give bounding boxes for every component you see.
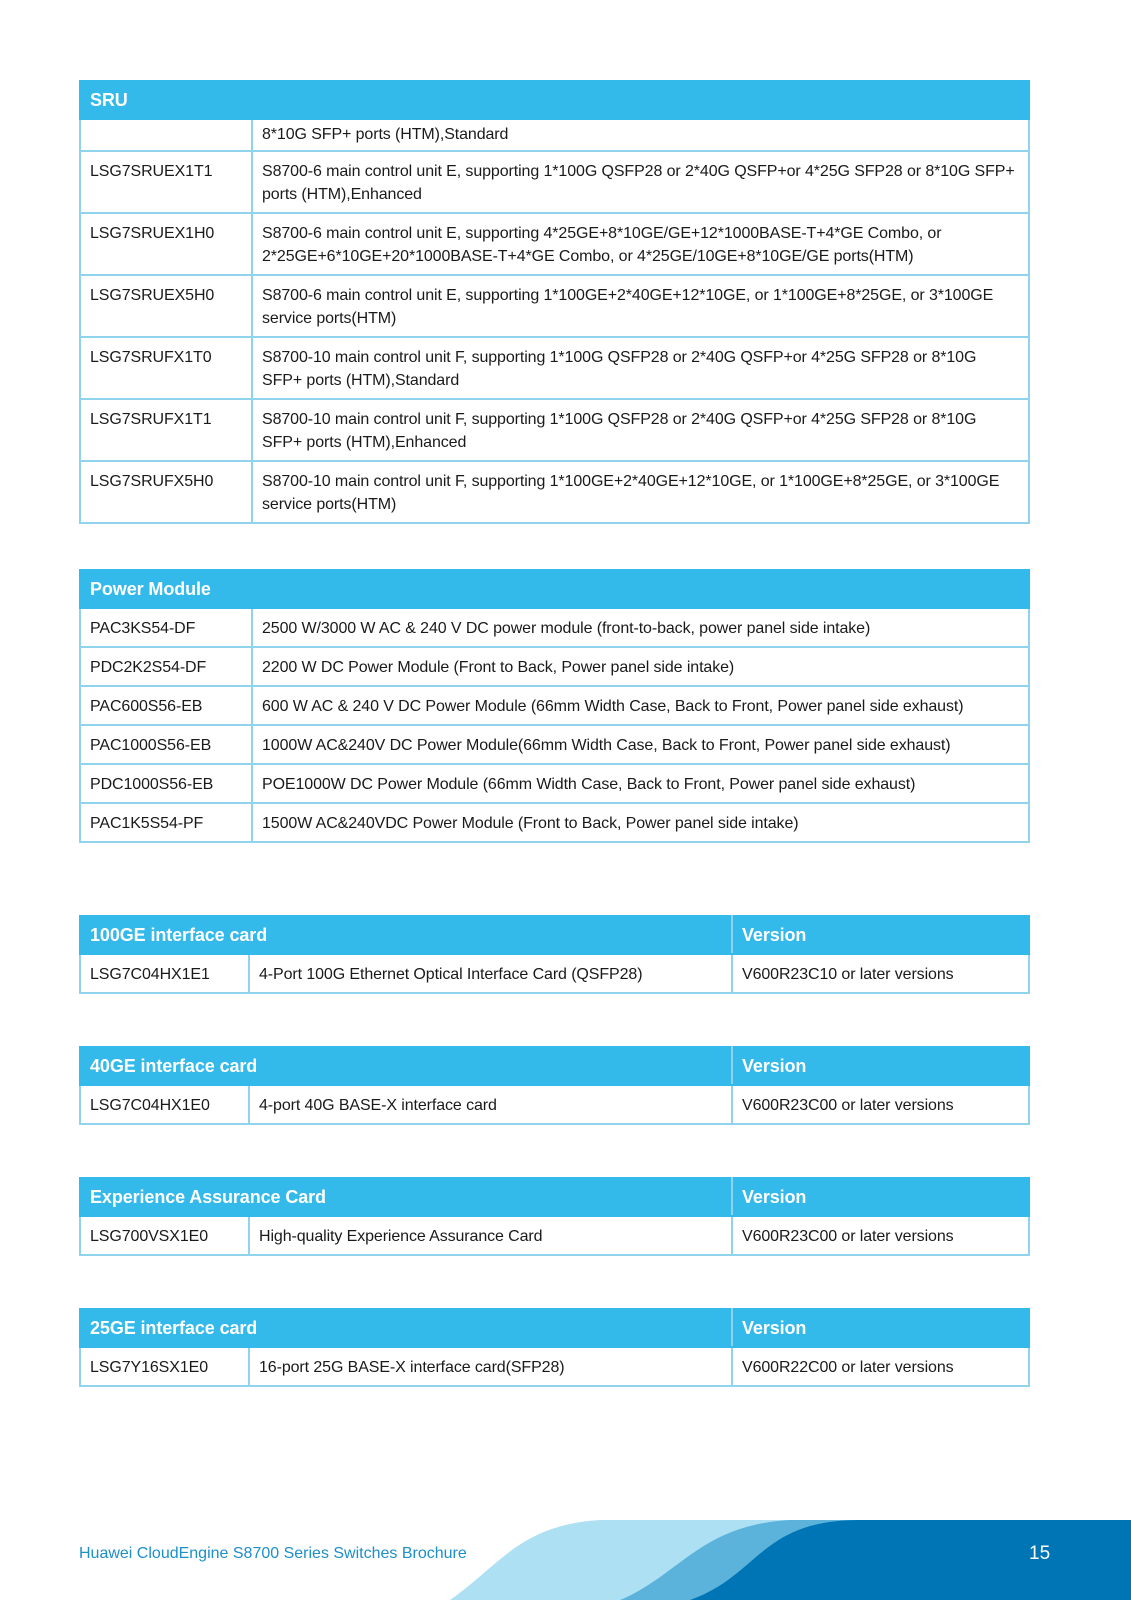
table-row <box>80 1347 1029 1386</box>
table-title: 40GE interface card <box>80 1047 732 1085</box>
table-row <box>80 337 1029 399</box>
description-cell: 2500 W/3000 W AC & 240 V DC power module (front-to-back, power panel side intake) <box>252 608 1029 647</box>
table-header <box>80 1047 1029 1085</box>
description-cell: S8700-6 main control unit E, supporting 4*25GE+8*10GE/GE+12*1000BASE-T+4*GE Combo, or 2*25GE+6*10GE+20*1000BASE-T+4*GE Combo, or 4*25GE/10GE+8*10GE/GE ports(HTM) <box>252 213 1029 275</box>
description-cell: 16-port 25G BASE-X interface card(SFP28) <box>249 1347 732 1386</box>
table-row <box>80 275 1029 337</box>
model-cell: LSG700VSX1E0 <box>80 1216 249 1255</box>
version-cell: V600R23C00 or later versions <box>732 1216 1029 1255</box>
version-header: Version <box>732 1178 1029 1216</box>
description-cell: S8700-10 main control unit F, supporting 1*100G QSFP28 or 2*40G QSFP+or 4*25G SFP28 or 8*10G SFP+ ports (HTM),Standard <box>252 337 1029 399</box>
40ge-card-table <box>79 1046 1030 1125</box>
version-cell: V600R23C00 or later versions <box>732 1085 1029 1124</box>
table-row <box>80 461 1029 523</box>
model-cell <box>80 119 252 151</box>
model-cell: LSG7SRUFX5H0 <box>80 461 252 523</box>
model-cell: LSG7SRUEX1H0 <box>80 213 252 275</box>
table-title: 100GE interface card <box>80 916 732 954</box>
table-title: 25GE interface card <box>80 1309 732 1347</box>
description-cell: S8700-6 main control unit E, supporting 1*100GE+2*40GE+12*10GE, or 1*100GE+8*25GE, or 3*100GE service ports(HTM) <box>252 275 1029 337</box>
model-cell: LSG7SRUEX1T1 <box>80 151 252 213</box>
table-row <box>80 647 1029 686</box>
model-cell: LSG7SRUFX1T1 <box>80 399 252 461</box>
sru-table <box>79 80 1030 524</box>
table-row <box>80 1085 1029 1124</box>
footer-document-title: Huawei CloudEngine S8700 Series Switches Brochure <box>79 1545 467 1562</box>
description-cell: 2200 W DC Power Module (Front to Back, Power panel side intake) <box>252 647 1029 686</box>
table-row <box>80 399 1029 461</box>
description-cell: POE1000W DC Power Module (66mm Width Case, Back to Front, Power panel side exhaust) <box>252 764 1029 803</box>
table-row <box>80 803 1029 842</box>
model-cell: PDC1000S56-EB <box>80 764 252 803</box>
model-cell: PAC1K5S54-PF <box>80 803 252 842</box>
description-cell: 1500W AC&240VDC Power Module (Front to Back, Power panel side intake) <box>252 803 1029 842</box>
table-header <box>80 916 1029 954</box>
version-header: Version <box>732 916 1029 954</box>
model-cell: LSG7C04HX1E0 <box>80 1085 249 1124</box>
model-cell: PAC600S56-EB <box>80 686 252 725</box>
table-row <box>80 954 1029 993</box>
description-cell: High-quality Experience Assurance Card <box>249 1216 732 1255</box>
table-header <box>80 1178 1029 1216</box>
description-cell: 4-Port 100G Ethernet Optical Interface Card (QSFP28) <box>249 954 732 993</box>
table-row <box>80 213 1029 275</box>
table-row <box>80 725 1029 764</box>
description-cell: 8*10G SFP+ ports (HTM),Standard <box>252 119 1029 151</box>
description-cell: S8700-10 main control unit F, supporting 1*100G QSFP28 or 2*40G QSFP+or 4*25G SFP28 or 8*10G SFP+ ports (HTM),Enhanced <box>252 399 1029 461</box>
table-title: Experience Assurance Card <box>80 1178 732 1216</box>
25ge-card-table <box>79 1308 1030 1387</box>
version-cell: V600R23C10 or later versions <box>732 954 1029 993</box>
table-header <box>80 1309 1029 1347</box>
version-cell: V600R22C00 or later versions <box>732 1347 1029 1386</box>
table-row <box>80 764 1029 803</box>
version-header: Version <box>732 1309 1029 1347</box>
model-cell: PAC1000S56-EB <box>80 725 252 764</box>
table-title: SRU <box>80 81 1029 119</box>
100ge-card-table <box>79 915 1030 994</box>
page-number: 15 <box>1029 1543 1051 1564</box>
table-header <box>80 570 1029 608</box>
table-row <box>80 151 1029 213</box>
table-title: Power Module <box>80 570 1029 608</box>
model-cell: LSG7SRUFX1T0 <box>80 337 252 399</box>
table-row <box>80 119 1029 151</box>
model-cell: LSG7C04HX1E1 <box>80 954 249 993</box>
power-module-table <box>79 569 1030 843</box>
version-header: Version <box>732 1047 1029 1085</box>
table-header <box>80 81 1029 119</box>
table-row <box>80 686 1029 725</box>
description-cell: S8700-10 main control unit F, supporting 1*100GE+2*40GE+12*10GE, or 1*100GE+8*25GE, or 3*100GE service ports(HTM) <box>252 461 1029 523</box>
description-cell: 1000W AC&240V DC Power Module(66mm Width Case, Back to Front, Power panel side exhaust) <box>252 725 1029 764</box>
description-cell: S8700-6 main control unit E, supporting 1*100G QSFP28 or 2*40G QSFP+or 4*25G SFP28 or 8*10G SFP+ ports (HTM),Enhanced <box>252 151 1029 213</box>
experience-assurance-card-table <box>79 1177 1030 1256</box>
model-cell: PDC2K2S54-DF <box>80 647 252 686</box>
table-row <box>80 608 1029 647</box>
table-row <box>80 1216 1029 1255</box>
description-cell: 600 W AC & 240 V DC Power Module (66mm Width Case, Back to Front, Power panel side exhaust) <box>252 686 1029 725</box>
model-cell: PAC3KS54-DF <box>80 608 252 647</box>
model-cell: LSG7Y16SX1E0 <box>80 1347 249 1386</box>
model-cell: LSG7SRUEX5H0 <box>80 275 252 337</box>
description-cell: 4-port 40G BASE-X interface card <box>249 1085 732 1124</box>
